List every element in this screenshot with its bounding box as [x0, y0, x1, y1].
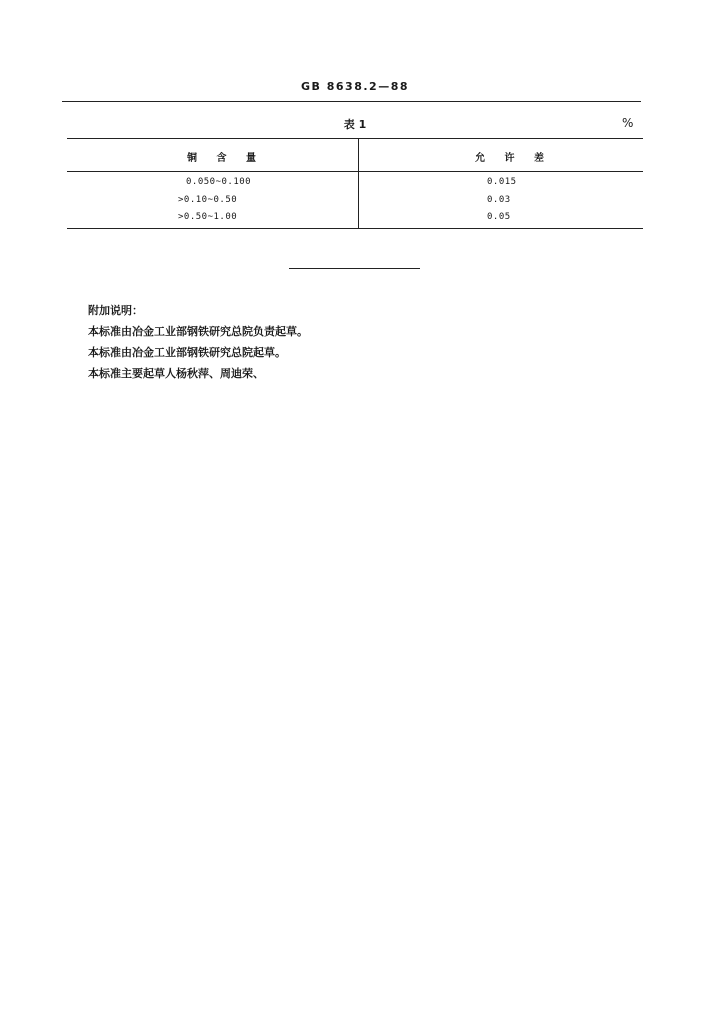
table-caption: 表 1 [343, 118, 367, 131]
table-column-divider [358, 138, 359, 228]
table-cell-tolerance: 0.05 [487, 212, 511, 222]
note-line: 本标准由冶金工业部钢铁研究总院负责起草。 [88, 325, 308, 338]
table-cell-content: 0.050~0.100 [186, 177, 252, 187]
table-bottom-rule [67, 228, 643, 229]
column-header-tolerance: 允 许 差 [475, 153, 552, 164]
table-top-rule [67, 138, 643, 139]
table-cell-content: >0.10~0.50 [178, 195, 238, 205]
column-header-content: 铜 含 量 [187, 153, 264, 164]
note-line: 本标准主要起草人杨秋萍、周迪荣、 [88, 367, 264, 380]
header-divider [62, 101, 641, 102]
standard-number: GB 8638.2—88 [301, 80, 409, 93]
end-rule [289, 268, 420, 269]
table-cell-tolerance: 0.015 [487, 177, 517, 187]
table-cell-content: >0.50~1.00 [178, 212, 238, 222]
notes-title: 附加说明： [88, 304, 143, 317]
table-cell-tolerance: 0.03 [487, 195, 511, 205]
table-unit: % [622, 116, 634, 130]
note-line: 本标准由冶金工业部钢铁研究总院起草。 [88, 346, 286, 359]
table-header-rule [67, 171, 643, 172]
